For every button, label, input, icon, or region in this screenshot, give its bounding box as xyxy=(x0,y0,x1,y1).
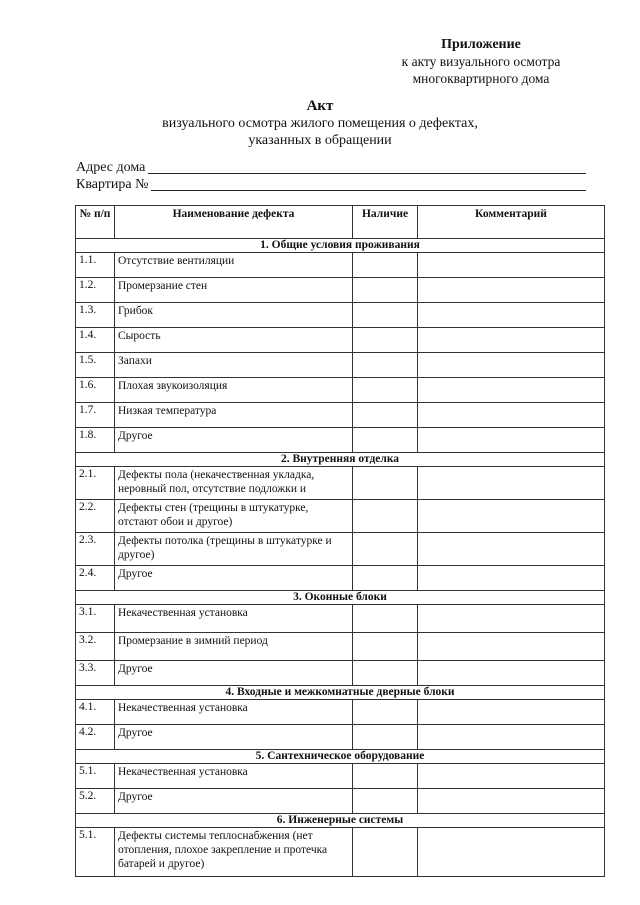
appendix-line-1: к акту визуального осмотра xyxy=(401,54,561,69)
section-title: 2. Внутренняя отделка xyxy=(76,453,605,467)
table-row xyxy=(76,253,605,278)
table-row xyxy=(76,605,605,633)
table-row xyxy=(76,700,605,725)
act-subtitle-line-1: визуального осмотра жилого помещения о дефектах, xyxy=(162,116,478,131)
header-name: Наименование дефекта xyxy=(115,206,353,239)
row-number: 5.1. xyxy=(76,764,115,789)
defect-name: Отсутствие вентиляции xyxy=(115,253,353,278)
defect-name: Дефекты стен (трещины в штукатурке, отстают обои и другое) xyxy=(115,500,353,533)
table-body xyxy=(76,239,605,877)
table-row xyxy=(76,278,605,303)
appendix-block xyxy=(386,36,576,87)
row-number: 1.5. xyxy=(76,353,115,378)
comment-cell[interactable] xyxy=(418,467,605,500)
defect-name: Запахи xyxy=(115,353,353,378)
comment-cell[interactable] xyxy=(418,403,605,428)
defect-name: Некачественная установка xyxy=(115,700,353,725)
table-row xyxy=(76,533,605,566)
row-number: 2.1. xyxy=(76,467,115,500)
defect-name: Другое xyxy=(115,661,353,686)
presence-cell[interactable] xyxy=(353,789,418,814)
table-header-row xyxy=(76,206,605,239)
section-title: 4. Входные и межкомнатные дверные блоки xyxy=(76,686,605,700)
comment-cell[interactable] xyxy=(418,328,605,353)
row-number: 5.1. xyxy=(76,828,115,877)
presence-cell[interactable] xyxy=(353,328,418,353)
table-row xyxy=(76,303,605,328)
presence-cell[interactable] xyxy=(353,605,418,633)
table-row xyxy=(76,633,605,661)
table-row xyxy=(76,378,605,403)
table-row xyxy=(76,328,605,353)
defect-name: Другое xyxy=(115,428,353,453)
section-header-row xyxy=(76,814,605,828)
comment-cell[interactable] xyxy=(418,566,605,591)
table-row xyxy=(76,725,605,750)
row-number: 1.3. xyxy=(76,303,115,328)
table-row xyxy=(76,828,605,877)
defect-name: Дефекты системы теплоснабжения (нет отопления, плохое закрепление и протечка батарей и другое) xyxy=(115,828,353,877)
row-number: 1.2. xyxy=(76,278,115,303)
section-title: 6. Инженерные системы xyxy=(76,814,605,828)
table-row xyxy=(76,500,605,533)
presence-cell[interactable] xyxy=(353,428,418,453)
comment-cell[interactable] xyxy=(418,253,605,278)
row-number: 1.8. xyxy=(76,428,115,453)
section-header-row xyxy=(76,239,605,253)
table-row xyxy=(76,764,605,789)
defect-name: Дефекты потолка (трещины в штукатурке и другое) xyxy=(115,533,353,566)
comment-cell[interactable] xyxy=(418,278,605,303)
header-presence: Наличие xyxy=(353,206,418,239)
header-comment: Комментарий xyxy=(418,206,605,239)
comment-cell[interactable] xyxy=(418,303,605,328)
defect-name: Низкая температура xyxy=(115,403,353,428)
defect-name: Сырость xyxy=(115,328,353,353)
row-number: 2.2. xyxy=(76,500,115,533)
presence-cell[interactable] xyxy=(353,633,418,661)
row-number: 1.7. xyxy=(76,403,115,428)
section-header-row xyxy=(76,591,605,605)
presence-cell[interactable] xyxy=(353,828,418,877)
comment-cell[interactable] xyxy=(418,828,605,877)
section-title: 1. Общие условия проживания xyxy=(76,239,605,253)
comment-cell[interactable] xyxy=(418,700,605,725)
act-title: Акт xyxy=(306,98,334,114)
appendix-line-2: многоквартирного дома xyxy=(412,71,550,86)
defect-name: Другое xyxy=(115,725,353,750)
comment-cell[interactable] xyxy=(418,725,605,750)
comment-cell[interactable] xyxy=(418,500,605,533)
row-number: 3.2. xyxy=(76,633,115,661)
comment-cell[interactable] xyxy=(418,428,605,453)
presence-cell[interactable] xyxy=(353,353,418,378)
row-number: 2.3. xyxy=(76,533,115,566)
address-field xyxy=(76,160,586,176)
defect-name: Некачественная установка xyxy=(115,764,353,789)
presence-cell[interactable] xyxy=(353,764,418,789)
row-number: 4.2. xyxy=(76,725,115,750)
address-label: Адрес дома xyxy=(76,160,146,175)
defect-name: Плохая звукоизоляция xyxy=(115,378,353,403)
presence-cell[interactable] xyxy=(353,566,418,591)
comment-cell[interactable] xyxy=(418,633,605,661)
comment-cell[interactable] xyxy=(418,533,605,566)
apartment-label: Квартира № xyxy=(76,177,149,192)
row-number: 3.1. xyxy=(76,605,115,633)
presence-cell[interactable] xyxy=(353,467,418,500)
defect-name: Другое xyxy=(115,789,353,814)
presence-cell[interactable] xyxy=(353,500,418,533)
row-number: 5.2. xyxy=(76,789,115,814)
table-row xyxy=(76,467,605,500)
act-subtitle-line-2: указанных в обращении xyxy=(248,133,392,148)
address-line xyxy=(148,160,586,174)
row-number: 4.1. xyxy=(76,700,115,725)
presence-cell[interactable] xyxy=(353,403,418,428)
section-title: 5. Сантехническое оборудование xyxy=(76,750,605,764)
presence-cell[interactable] xyxy=(353,661,418,686)
appendix-title: Приложение xyxy=(441,37,521,52)
comment-cell[interactable] xyxy=(418,353,605,378)
table-row xyxy=(76,661,605,686)
comment-cell[interactable] xyxy=(418,605,605,633)
defect-name: Другое xyxy=(115,566,353,591)
header-num: № п/п xyxy=(76,206,115,239)
presence-cell[interactable] xyxy=(353,378,418,403)
table-row xyxy=(76,403,605,428)
table-row xyxy=(76,428,605,453)
section-header-row xyxy=(76,686,605,700)
presence-cell[interactable] xyxy=(353,303,418,328)
presence-cell[interactable] xyxy=(353,533,418,566)
row-number: 1.6. xyxy=(76,378,115,403)
presence-cell[interactable] xyxy=(353,700,418,725)
comment-cell[interactable] xyxy=(418,764,605,789)
act-heading xyxy=(0,98,640,149)
row-number: 3.3. xyxy=(76,661,115,686)
table-row xyxy=(76,353,605,378)
row-number: 2.4. xyxy=(76,566,115,591)
presence-cell[interactable] xyxy=(353,253,418,278)
presence-cell[interactable] xyxy=(353,278,418,303)
presence-cell[interactable] xyxy=(353,725,418,750)
defects-table xyxy=(75,205,605,877)
row-number: 1.4. xyxy=(76,328,115,353)
comment-cell[interactable] xyxy=(418,789,605,814)
table-row xyxy=(76,566,605,591)
defect-name: Некачественная установка xyxy=(115,605,353,633)
table-row xyxy=(76,789,605,814)
section-header-row xyxy=(76,453,605,467)
defect-name: Грибок xyxy=(115,303,353,328)
apartment-field xyxy=(76,177,586,193)
row-number: 1.1. xyxy=(76,253,115,278)
defect-name: Промерзание в зимний период xyxy=(115,633,353,661)
defect-name: Промерзание стен xyxy=(115,278,353,303)
defect-name: Дефекты пола (некачественная укладка, неровный пол, отсутствие подложки и xyxy=(115,467,353,500)
apartment-line xyxy=(151,177,586,191)
comment-cell[interactable] xyxy=(418,661,605,686)
comment-cell[interactable] xyxy=(418,378,605,403)
section-header-row xyxy=(76,750,605,764)
section-title: 3. Оконные блоки xyxy=(76,591,605,605)
